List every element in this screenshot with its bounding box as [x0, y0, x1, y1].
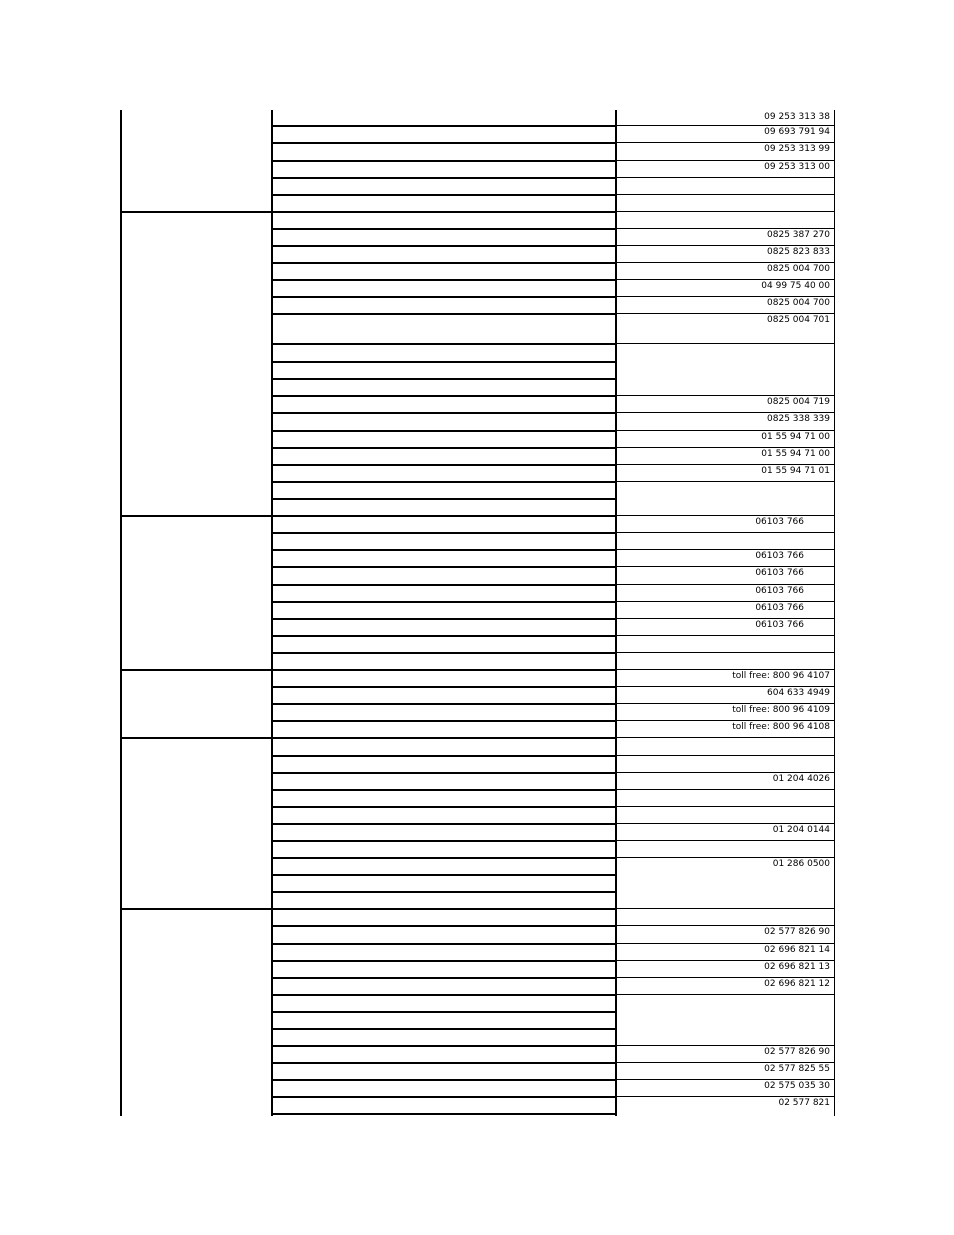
phone-number: 0825 004 700: [767, 298, 830, 308]
row-rule: [615, 262, 835, 263]
row-rule: [271, 789, 616, 791]
phone-number: 01 55 94 71 00: [761, 432, 830, 442]
row-rule: [271, 994, 616, 996]
row-rule: [615, 584, 835, 585]
phone-number: 0825 004 700: [767, 264, 830, 274]
row-rule: [615, 669, 835, 670]
row-rule: [615, 737, 835, 738]
group-rule: [120, 669, 272, 671]
row-rule: [271, 211, 616, 213]
row-rule: [271, 908, 616, 910]
row-rule: [271, 245, 616, 247]
row-rule: [271, 515, 616, 517]
row-rule: [615, 840, 835, 841]
row-rule: [615, 532, 835, 533]
row-rule: [271, 703, 616, 705]
phone-number: 01 286 0500: [772, 859, 830, 869]
row-rule: [615, 977, 835, 978]
phone-number: 0825 823 833: [767, 247, 830, 257]
phone-number: 02 696 821 14: [764, 945, 830, 955]
phone-number: 01 204 0144: [772, 825, 830, 835]
row-rule: [615, 703, 835, 704]
row-rule: [271, 686, 616, 688]
row-rule: [615, 142, 835, 143]
row-rule: [615, 686, 835, 687]
row-rule: [615, 194, 835, 195]
row-rule: [615, 228, 835, 229]
row-rule: [615, 789, 835, 790]
phone-number: 01 55 94 71 00: [761, 449, 830, 459]
row-rule: [615, 245, 835, 246]
phone-number: 02 575 035 30: [764, 1081, 830, 1091]
row-rule: [271, 584, 616, 586]
row-rule: [271, 1011, 616, 1013]
row-rule: [615, 960, 835, 961]
row-rule: [271, 361, 616, 363]
row-rule: [615, 994, 835, 995]
row-rule: [615, 343, 835, 344]
row-rule: [615, 430, 835, 431]
group-rule: [120, 737, 272, 739]
row-rule: [615, 635, 835, 636]
row-rule: [615, 125, 835, 126]
phone-number: 04 99 75 40 00: [761, 281, 830, 291]
row-rule: [271, 177, 616, 179]
phone-number: 604 633 4949: [767, 688, 830, 698]
row-rule: [271, 228, 616, 230]
row-rule: [615, 755, 835, 756]
row-rule: [271, 481, 616, 483]
group-rule: [120, 908, 272, 910]
row-rule: [271, 1028, 616, 1030]
phone-number: 09 693 791 94: [764, 127, 830, 137]
row-rule: [271, 194, 616, 196]
row-rule: [615, 720, 835, 721]
row-rule: [271, 395, 616, 397]
phone-number: 0825 004 701: [767, 315, 830, 325]
row-rule: [271, 447, 616, 449]
row-rule: [271, 464, 616, 466]
column-rule-left: [120, 110, 122, 1116]
row-rule: [271, 737, 616, 739]
row-rule: [271, 160, 616, 162]
row-rule: [615, 296, 835, 297]
phone-number: 09 253 313 99: [764, 144, 830, 154]
column-rule-mid1: [271, 110, 273, 1116]
row-rule: [615, 772, 835, 773]
phone-number: 02 577 821: [778, 1098, 830, 1108]
row-rule: [271, 874, 616, 876]
row-rule: [271, 823, 616, 825]
row-rule: [271, 925, 616, 927]
group-rule: [120, 211, 272, 213]
row-rule: [615, 601, 835, 602]
row-rule: [271, 857, 616, 859]
row-rule: [271, 1062, 616, 1064]
row-rule: [615, 1079, 835, 1080]
row-rule: [615, 806, 835, 807]
row-rule: [271, 943, 616, 945]
row-rule: [615, 211, 835, 212]
phone-number: 06103 766: [755, 603, 804, 613]
row-rule: [615, 447, 835, 448]
phone-number: toll free: 800 96 4107: [732, 671, 830, 681]
row-rule: [271, 566, 616, 568]
row-rule: [271, 412, 616, 414]
column-rule-right: [834, 110, 835, 1116]
phone-number: 0825 387 270: [767, 230, 830, 240]
phone-number: 06103 766: [755, 551, 804, 561]
row-rule: [271, 262, 616, 264]
row-rule: [271, 635, 616, 637]
row-rule: [615, 857, 835, 858]
phone-number: 01 55 94 71 01: [761, 466, 830, 476]
row-rule: [615, 313, 835, 314]
row-rule: [271, 125, 616, 127]
row-rule: [271, 652, 616, 654]
phone-number: 06103 766: [755, 620, 804, 630]
row-rule: [615, 618, 835, 619]
phone-number: 0825 338 339: [767, 414, 830, 424]
row-rule: [615, 549, 835, 550]
row-rule: [615, 412, 835, 413]
row-rule: [615, 1062, 835, 1063]
row-rule: [271, 806, 616, 808]
row-rule: [271, 755, 616, 757]
group-rule: [120, 515, 272, 517]
row-rule: [271, 618, 616, 620]
phone-number: toll free: 800 96 4108: [732, 722, 830, 732]
row-rule: [271, 549, 616, 551]
row-rule: [271, 1079, 616, 1081]
phone-number: 01 204 4026: [772, 774, 830, 784]
row-rule: [271, 532, 616, 534]
row-rule: [615, 160, 835, 161]
phone-number: 09 253 313 00: [764, 162, 830, 172]
row-rule: [271, 772, 616, 774]
phone-number: 09 253 313 38: [764, 112, 830, 122]
row-rule: [271, 960, 616, 962]
phone-number: 02 577 826 90: [764, 1047, 830, 1057]
row-rule: [271, 313, 616, 315]
row-rule: [271, 343, 616, 345]
row-rule: [271, 669, 616, 671]
row-rule: [271, 601, 616, 603]
row-rule: [271, 296, 616, 298]
row-rule: [615, 925, 835, 926]
row-rule: [615, 1045, 835, 1046]
row-rule: [271, 498, 616, 500]
phone-number: 06103 766: [755, 517, 804, 527]
phone-number: 02 696 821 13: [764, 962, 830, 972]
row-rule: [615, 1096, 835, 1097]
row-rule: [271, 279, 616, 281]
row-rule: [615, 652, 835, 653]
column-rule-mid2: [615, 110, 617, 1116]
phone-number: 06103 766: [755, 586, 804, 596]
phone-number: 0825 004 719: [767, 397, 830, 407]
row-rule: [271, 430, 616, 432]
row-rule: [615, 279, 835, 280]
row-rule: [271, 1113, 616, 1115]
phone-number: 02 577 826 90: [764, 927, 830, 937]
row-rule: [271, 891, 616, 893]
row-rule: [271, 1096, 616, 1098]
row-rule: [271, 1045, 616, 1047]
row-rule: [271, 720, 616, 722]
row-rule: [615, 566, 835, 567]
phone-number: 02 696 821 12: [764, 979, 830, 989]
phone-number: toll free: 800 96 4109: [732, 705, 830, 715]
row-rule: [271, 378, 616, 380]
row-rule: [615, 908, 835, 909]
row-rule: [615, 481, 835, 482]
row-rule: [615, 395, 835, 396]
row-rule: [615, 177, 835, 178]
phone-number: 02 577 825 55: [764, 1064, 830, 1074]
row-rule: [271, 142, 616, 144]
row-rule: [271, 840, 616, 842]
phone-number: 06103 766: [755, 568, 804, 578]
row-rule: [615, 515, 835, 516]
row-rule: [615, 943, 835, 944]
row-rule: [615, 823, 835, 824]
row-rule: [615, 464, 835, 465]
row-rule: [271, 977, 616, 979]
